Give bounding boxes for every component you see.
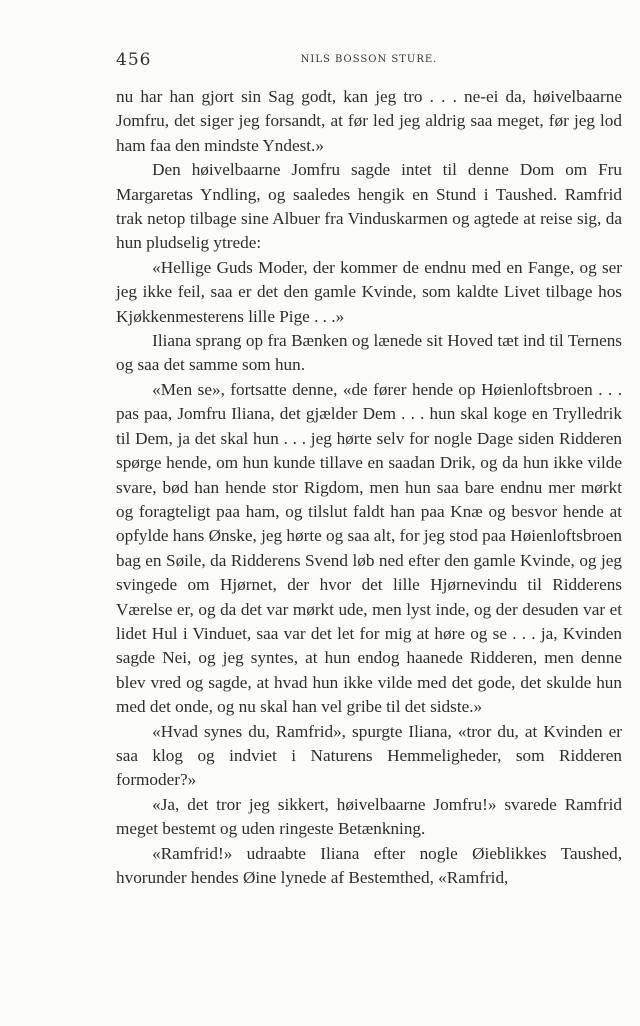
paragraph: «Ja, det tror jeg sikkert, høivelbaarne Jomfru!» svarede Ramfrid meget bestemt og uden ringeste Betænkning. xyxy=(116,794,622,839)
paragraph: Den høivelbaarne Jomfru sagde intet til denne Dom om Fru Margaretas Yndling, og saaledes hengik en Stund i Taushed. Ramfrid trak netop tilbage sine Albuer fra Vinduskarmen og agtede at reise sig, da hun pludselig ytrede: xyxy=(116,160,622,253)
page-number: 456 xyxy=(116,50,152,70)
paragraph: «Ramfrid!» udraabte Iliana efter nogle Øieblikkes Taushed, hvorunder hendes Øine lynede af Bestemthed, «Ramfrid, xyxy=(116,843,622,887)
paragraph: Iliana sprang op fra Bænken og lænede sit Hoved tæt ind til Ternens og saa det samme som hun. xyxy=(116,331,622,375)
running-head xyxy=(116,50,622,72)
paragraph: «Men se», fortsatte denne, «de fører hende op Høienloftsbroen . . . pas paa, Jomfru Iliana, det gjælder Dem . . . hun skal koge en Trylledrik til Dem, ja det skal hun . . . jeg hørte selv for nogle Dage siden Ridderen spørge hende, om hun kunde tillave en saadan Drik, og da hun ikke vilde svare, bød han hende stor Rigdom, men hun saa bare endnu mer mørkt og foragteligt paa ham, og tilslut faldt han paa Knæ og besvor hende at opfylde hans Ønske, jeg hørte og saa alt, for jeg stod paa Høienloftsbroen bag en Søile, da Ridderens Svend løb ned efter den gamle Kvinde, og jeg svingede om Hjørnet, der hvor det lille Hjørnevindu til Ridderens Værelse er, og da det var mørkt ude, men lyst inde, og der desuden var et lidet Hul i Vinduet, saa var det let for mig at høre og se . . . ja, Kvinden sagde Nei, og jeg syntes, at hun endog haanede Ridderen, men denne blev vred og sagde, at hvad hun ikke vilde med det gode, det skulde hun med det onde, og nu skal han vel gribe til det sidste.» xyxy=(116,379,622,717)
paragraph: nu har han gjort sin Sag godt, kan jeg tro . . . ne-ei da, høivelbaarne Jomfru, det siger jeg forsandt, at før led jeg aldrig saa meget, før jeg lod ham faa den mindste Yndest.» xyxy=(116,87,622,155)
paragraph: «Hellige Guds Moder, der kommer de endnu med en Fange, og ser jeg ikke feil, saa er det den gamle Kvinde, som kaldte Livet tilbage hos Kjøkkenmesterens lille Pige . . .» xyxy=(116,257,622,326)
body-text xyxy=(116,85,622,890)
running-title: NILS BOSSON STURE. xyxy=(300,54,438,65)
paragraph: «Hvad synes du, Ramfrid», spurgte Iliana, «tror du, at Kvinden er saa klog og indviet i Naturens Hemmeligheder, som Ridderen formoder?» xyxy=(116,721,622,790)
